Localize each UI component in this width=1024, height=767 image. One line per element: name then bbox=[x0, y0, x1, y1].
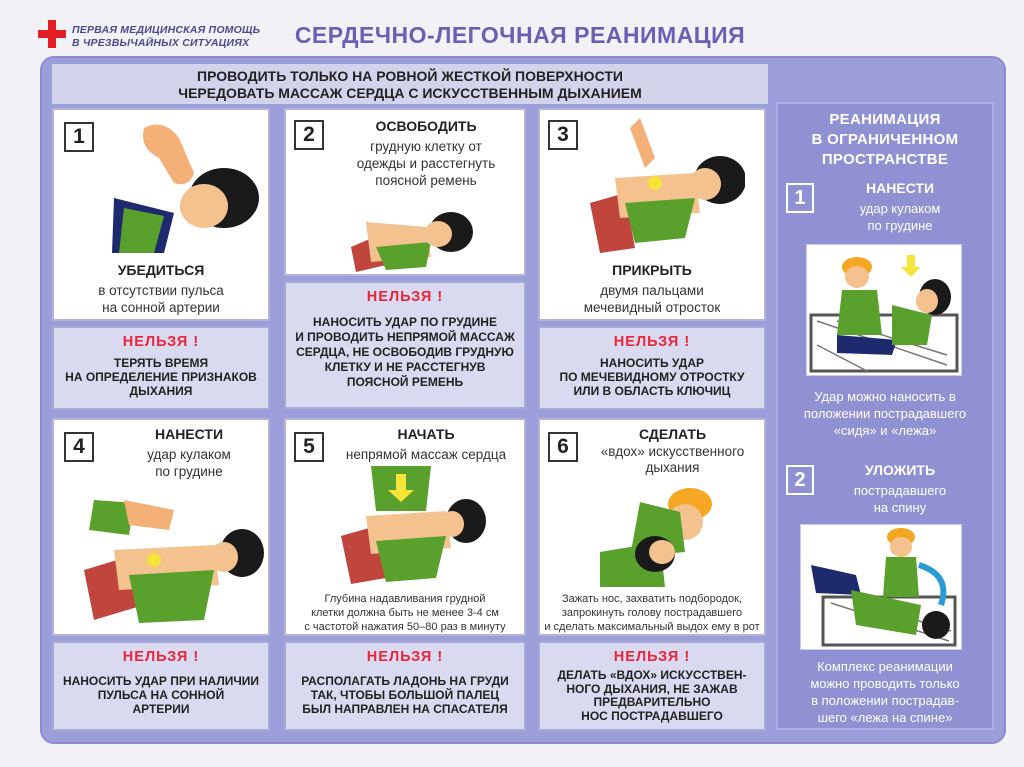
step-heading: НАЧАТЬ bbox=[397, 426, 455, 442]
check-pulse-illustration bbox=[104, 118, 264, 253]
confined-space-title: РЕАНИМАЦИЯ В ОГРАНИЧЕННОМ ПРОСТРАНСТВЕ bbox=[811, 111, 959, 168]
warning-title: НЕЛЬЗЯ ! bbox=[366, 289, 444, 305]
step-text: грудную клетку от одежды и расстегнуть поясной ремень bbox=[356, 139, 496, 188]
warning-text: НАНОСИТЬ УДАР ПО ГРУДИНЕ И ПРОВОДИТЬ НЕПРЯМОЙ МАССАЖ СЕРДЦА, НЕ ОСВОБОДИВ ГРУДНУЮ КЛЕТКУ И НЕ РАССТЕГНУВ ПОЯСНОЙ РЕМЕНЬ bbox=[295, 315, 515, 389]
step-heading: ОСВОБОДИТЬ bbox=[375, 118, 477, 134]
series-title: ПЕРВАЯ МЕДИЦИНСКАЯ ПОМОЩЬ В ЧРЕЗВЫЧАЙНЫХ СИТУАЦИЯХ bbox=[72, 24, 261, 49]
step-5-card bbox=[284, 418, 526, 636]
side-step-note: Комплекс реанимации можно проводить только в положении пострадав- шего «лежа на спине» bbox=[810, 659, 960, 725]
step-6-card bbox=[538, 418, 766, 636]
breath-note: Зажать нос, захватить подбородок, запрокинуть голову пострадавшего и сделать максимальный выдох ему в рот bbox=[544, 593, 760, 633]
precordial-thump-illustration bbox=[74, 495, 264, 630]
warning-text: ТЕРЯТЬ ВРЕМЯ НА ОПРЕДЕЛЕНИЕ ПРИЗНАКОВ ДЫХАНИЯ bbox=[65, 356, 257, 398]
confined-thump-illustration bbox=[807, 245, 961, 375]
step-text: удар кулаком по грудине bbox=[147, 447, 231, 479]
step-number: 6 bbox=[548, 432, 578, 462]
side-step-number: 2 bbox=[786, 465, 814, 495]
warning-text: РАСПОЛАГАТЬ ЛАДОНЬ НА ГРУДИ ТАК, ЧТОБЫ БОЛЬШОЙ ПАЛЕЦ БЫЛ НАПРАВЛЕН НА СПАСАТЕЛЯ bbox=[301, 674, 509, 716]
warning-text: ДЕЛАТЬ «ВДОХ» ИСКУССТВЕН- НОГО ДЫХАНИЯ, НЕ ЗАЖАВ ПРЕДВАРИТЕЛЬНО НОС ПОСТРАДАВШЕГО bbox=[557, 668, 747, 723]
step-number: 3 bbox=[548, 120, 578, 150]
step-6-warning bbox=[538, 641, 766, 731]
step-heading: НАНЕСТИ bbox=[154, 426, 224, 442]
side-step-heading: НАНЕСТИ bbox=[865, 180, 935, 196]
step-number: 4 bbox=[64, 432, 94, 462]
cover-xiphoid-illustration bbox=[585, 118, 745, 253]
side-step-text: удар кулаком по грудине bbox=[859, 201, 941, 233]
side-step-heading: УЛОЖИТЬ bbox=[864, 462, 936, 478]
side-step-number: 1 bbox=[786, 183, 814, 213]
step-heading: СДЕЛАТЬ bbox=[638, 426, 707, 442]
step-1-warning bbox=[52, 326, 270, 410]
step-text: двумя пальцами мечевидный отросток bbox=[583, 283, 721, 315]
step-number: 5 bbox=[294, 432, 324, 462]
open-chest-illustration bbox=[346, 202, 476, 274]
warning-title: НЕЛЬЗЯ ! bbox=[613, 649, 691, 665]
red-cross-icon bbox=[38, 20, 66, 48]
page-title: СЕРДЕЧНО-ЛЕГОЧНАЯ РЕАНИМАЦИЯ bbox=[294, 22, 746, 48]
step-2-card bbox=[284, 108, 526, 276]
compression-note: Глубина надавливания грудной клетки должна быть не менее 3-4 см с частотой нажатия 50–80 раз в минуту bbox=[304, 593, 506, 633]
step-number: 2 bbox=[294, 120, 324, 150]
step-4-warning bbox=[52, 641, 270, 731]
lay-on-back-illustration bbox=[801, 525, 961, 649]
warning-title: НЕЛЬЗЯ ! bbox=[122, 649, 200, 665]
rescue-breath-illustration bbox=[600, 482, 720, 587]
step-heading: ПРИКРЫТЬ bbox=[612, 262, 692, 278]
step-3-warning bbox=[538, 326, 766, 410]
step-text: непрямой массаж сердца bbox=[345, 447, 507, 462]
warning-text: НАНОСИТЬ УДАР ПО МЕЧЕВИДНОМУ ОТРОСТКУ ИЛИ В ОБЛАСТЬ КЛЮЧИЦ bbox=[559, 356, 745, 398]
step-number: 1 bbox=[64, 122, 94, 152]
step-heading: УБЕДИТЬСЯ bbox=[117, 262, 205, 278]
step-2-warning bbox=[284, 281, 526, 409]
step-text: в отсутствии пульса на сонной артерии bbox=[98, 283, 224, 315]
chest-compression-illustration bbox=[336, 466, 486, 584]
warning-title: НЕЛЬЗЯ ! bbox=[366, 649, 444, 665]
step-5-warning bbox=[284, 641, 526, 731]
step-1-card bbox=[52, 108, 270, 321]
warning-text: НАНОСИТЬ УДАР ПРИ НАЛИЧИИ ПУЛЬСА НА СОННОЙ АРТЕРИИ bbox=[62, 674, 260, 716]
side-step-2-image bbox=[800, 524, 962, 650]
step-3-card bbox=[538, 108, 766, 321]
warning-title: НЕЛЬЗЯ ! bbox=[122, 334, 200, 350]
side-step-1-image bbox=[806, 244, 962, 376]
warning-title: НЕЛЬЗЯ ! bbox=[613, 334, 691, 350]
side-step-note: Удар можно наносить в положении пострадавшего «сидя» и «лежа» bbox=[803, 389, 967, 438]
step-4-card bbox=[52, 418, 270, 636]
rules-banner: ПРОВОДИТЬ ТОЛЬКО НА РОВНОЙ ЖЕСТКОЙ ПОВЕРХНОСТИ ЧЕРЕДОВАТЬ МАССАЖ СЕРДЦА С ИСКУССТВЕННЫМ ДЫХАНИЕМ bbox=[52, 64, 768, 104]
step-text: «вдох» искусственного дыхания bbox=[600, 444, 745, 475]
side-step-text: пострадавшего на спину bbox=[853, 483, 947, 515]
